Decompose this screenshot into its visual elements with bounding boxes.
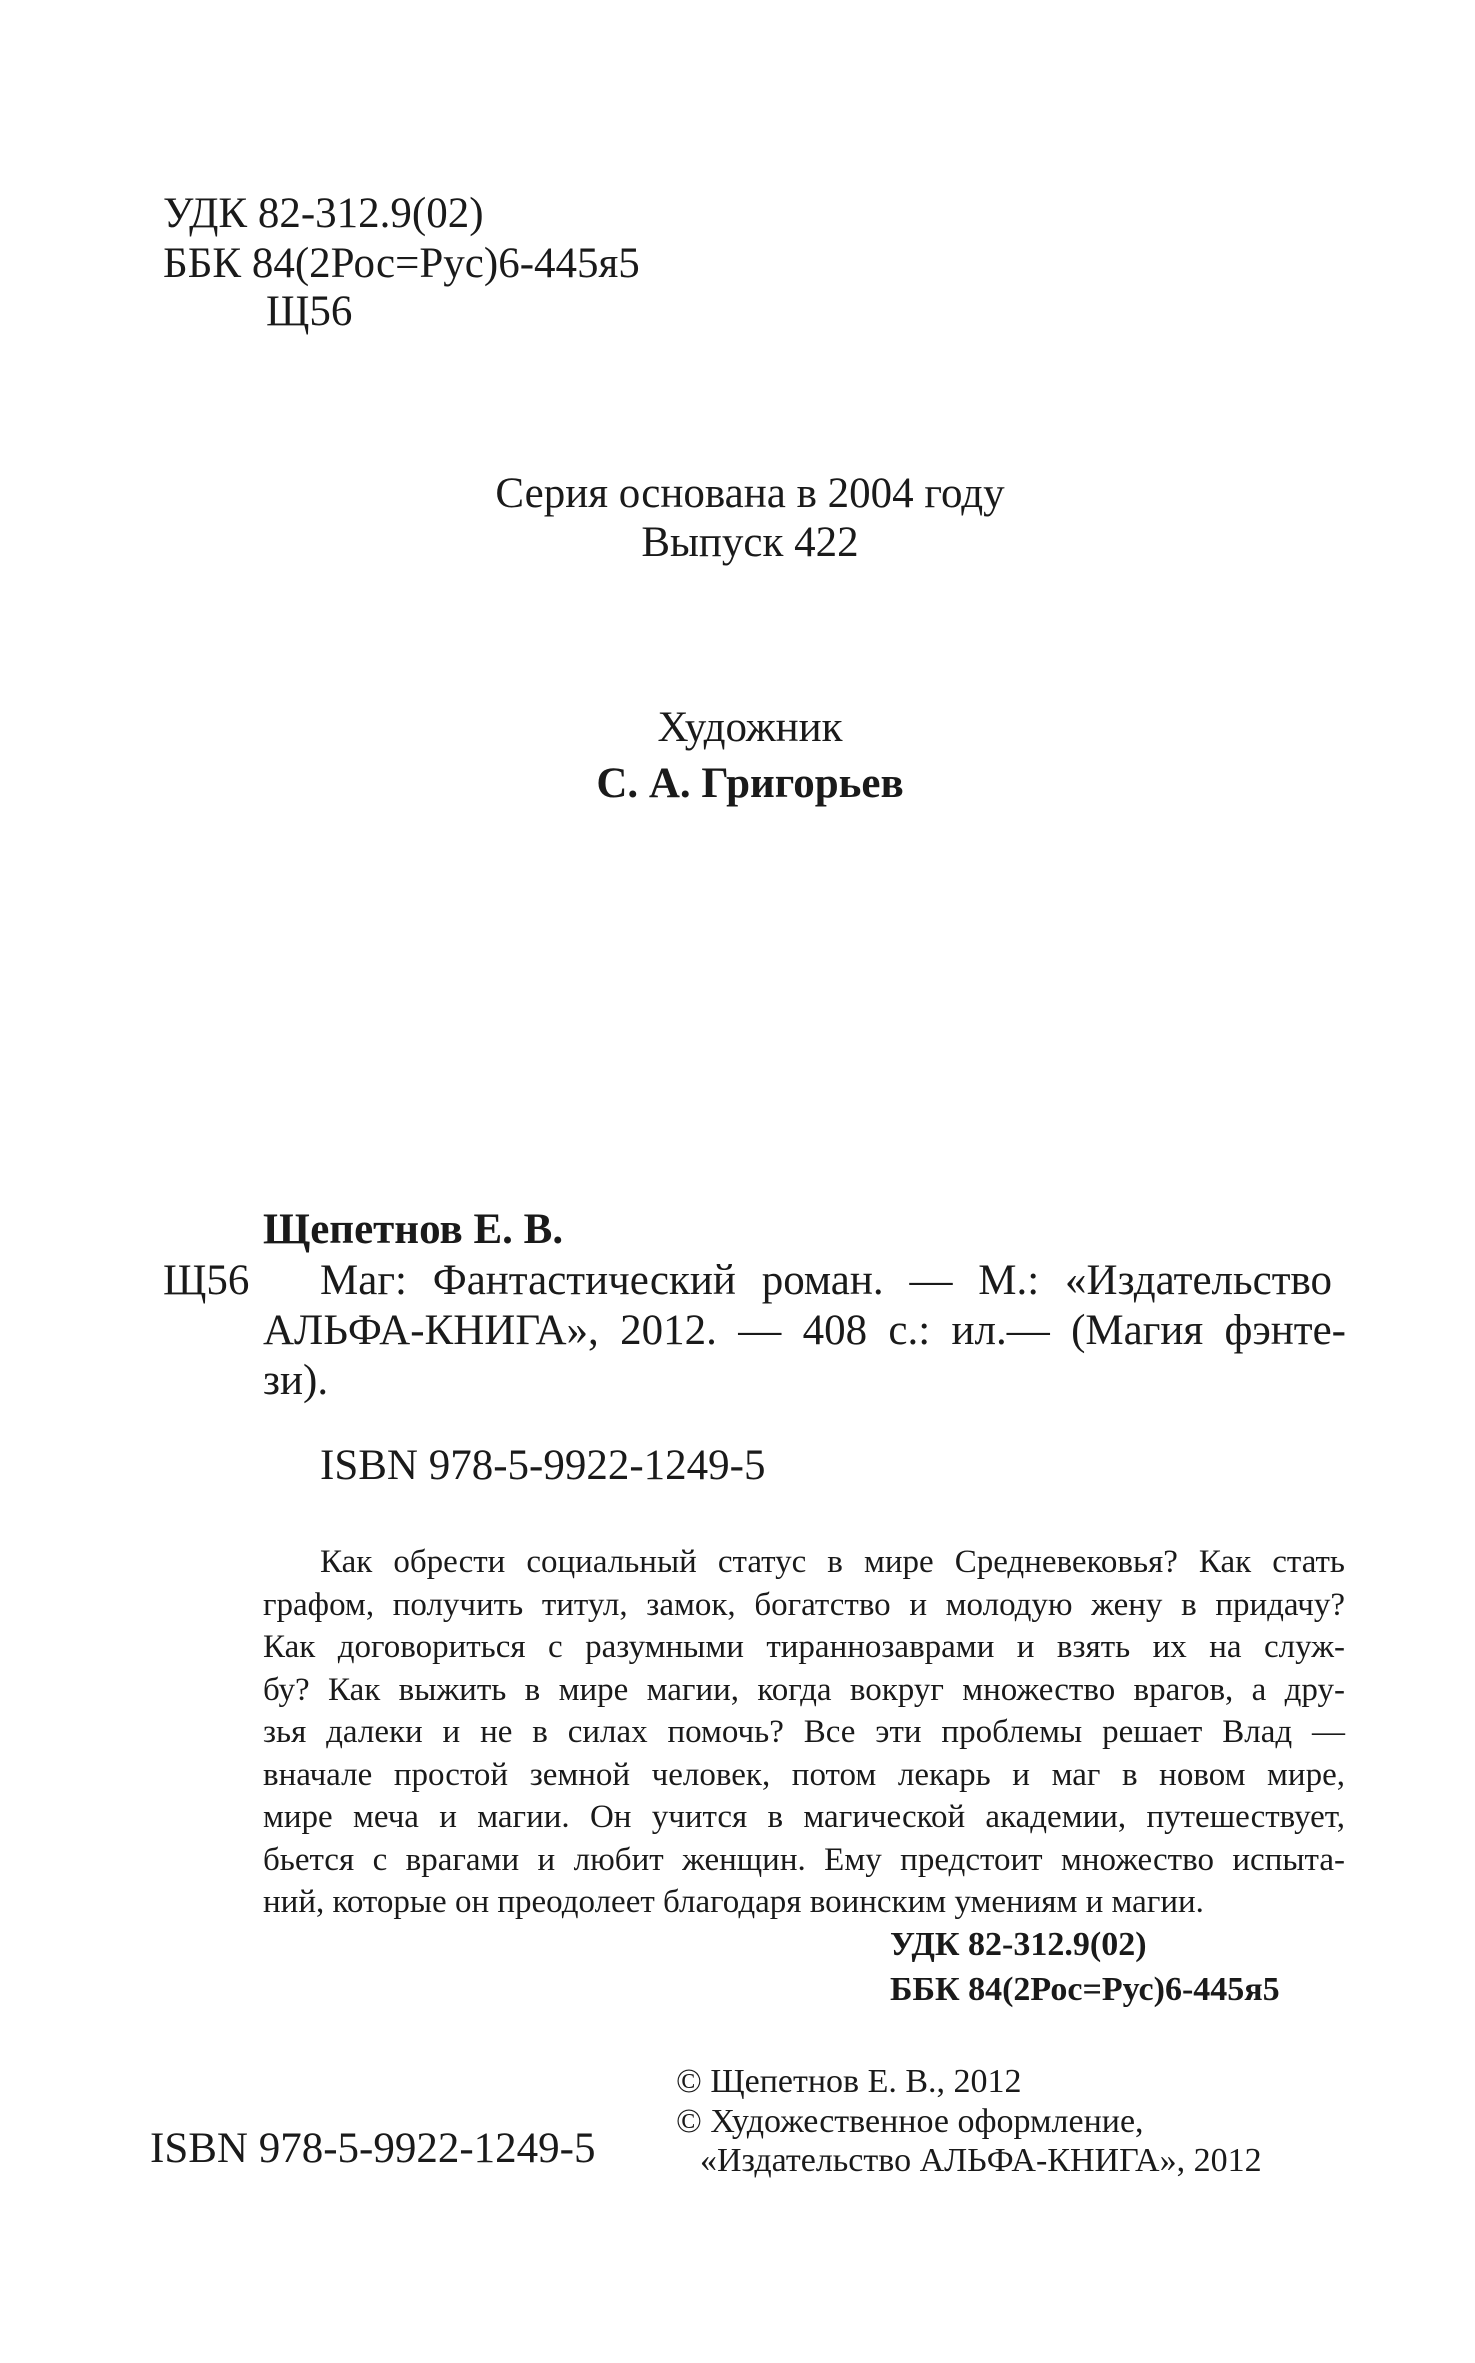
- bottom-udk-code: УДК 82-312.9(02): [890, 1926, 1147, 1963]
- series-founded: Серия основана в 2004 году: [495, 470, 1005, 517]
- annotation-line: зья далеки и не в силах помочь? Все эти проблемы решает Влад —: [263, 1714, 1345, 1750]
- annotation-line: бу? Как выжить в мире магии, когда вокруг множество врагов, а дру-: [263, 1671, 1345, 1708]
- bottom-bbk-code: ББК 84(2Рос=Рус)6-445я5: [890, 1971, 1280, 2008]
- annotation-line: вначале простой земной человек, потом лекарь и маг в новом мире,: [263, 1756, 1345, 1793]
- annotation-line: ний, которые он преодолеет благодаря воинским умениям и магии.: [263, 1884, 1204, 1920]
- annotation: [263, 1541, 1345, 1924]
- catalog-line-1: Маг: Фантастический роман. — М.: «Издательство: [320, 1257, 1332, 1304]
- annotation-line: бьется с врагами и любит женщин. Ему предстоит множество испыта-: [263, 1841, 1345, 1878]
- artist-label: Художник: [657, 704, 843, 751]
- udk-code: УДК 82-312.9(02): [163, 190, 484, 237]
- artist-name: С. А. Григорьев: [596, 760, 904, 807]
- catalog-author: Щепетнов Е. В.: [263, 1206, 564, 1253]
- copyright-author: © Щепетнов Е. В., 2012: [676, 2063, 1022, 2100]
- copyright-publisher: «Издательство АЛЬФА-КНИГА», 2012: [700, 2142, 1262, 2179]
- catalog-isbn: ISBN 978-5-9922-1249-5: [320, 1442, 766, 1489]
- annotation-line: мире меча и магии. Он учится в магической академии, путешествует,: [263, 1799, 1345, 1835]
- catalog-author-mark: Щ56: [163, 1257, 250, 1304]
- bbk-code: ББК 84(2Рос=Рус)6-445я5: [163, 240, 640, 287]
- annotation-line: Как обрести социальный статус в мире Средневековья? Как стать: [320, 1544, 1345, 1580]
- annotation-line: графом, получить титул, замок, богатство и молодую жену в придачу?: [263, 1586, 1345, 1623]
- author-mark: Щ56: [266, 288, 353, 335]
- copyright-design: © Художественное оформление,: [676, 2103, 1144, 2140]
- catalog-line-3: зи).: [263, 1357, 329, 1404]
- annotation-line: Как договориться с разумными тираннозаврами и взять их на служ-: [263, 1629, 1345, 1665]
- series-issue: Выпуск 422: [641, 519, 859, 566]
- footer-isbn: ISBN 978-5-9922-1249-5: [150, 2125, 596, 2172]
- catalog-line-2: АЛЬФА-КНИГА», 2012. — 408 с.: ил.— (Магия фэнте-: [263, 1307, 1346, 1354]
